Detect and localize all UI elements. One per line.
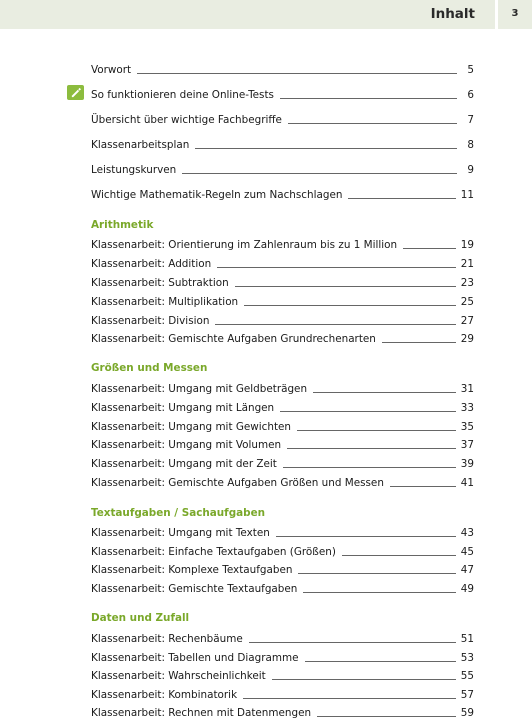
toc-entry-label: Klassenarbeit: Tabellen und Diagramme — [91, 652, 299, 664]
toc-entry-vorwort[interactable] — [91, 61, 474, 77]
toc-entry-page: 53 — [460, 652, 474, 664]
toc-entry[interactable] — [91, 704, 474, 720]
toc-entry[interactable] — [91, 330, 474, 346]
toc-entry-page: 41 — [460, 477, 474, 489]
section-title-daten: Daten und Zufall — [91, 612, 190, 624]
toc-entry-page: 11 — [460, 189, 474, 201]
toc-entry-page: 33 — [460, 402, 474, 414]
dot-leader — [297, 430, 456, 431]
toc-entry[interactable] — [91, 474, 474, 490]
toc-entry-label: Klassenarbeit: Multiplikation — [91, 296, 239, 308]
toc-entry-label: Klassenarbeit: Gemischte Textaufgaben — [91, 583, 298, 595]
toc-entry-label: Klassenarbeit: Addition — [91, 258, 212, 270]
toc-entry[interactable] — [91, 436, 474, 452]
toc-entry-page: 9 — [467, 164, 474, 176]
toc-entry-page: 57 — [460, 689, 474, 701]
toc-entry-label: Übersicht über wichtige Fachbegriffe — [91, 114, 282, 126]
toc-entry-label: Klassenarbeit: Umgang mit Gewichten — [91, 421, 292, 433]
toc-entry-page: 39 — [460, 458, 474, 470]
pencil-icon — [67, 85, 84, 100]
toc-entry-page: 43 — [460, 527, 474, 539]
dot-leader — [280, 98, 457, 99]
toc-entry[interactable] — [91, 524, 474, 540]
toc-entry-label: Klassenarbeitsplan — [91, 139, 190, 151]
toc-entry[interactable] — [91, 274, 474, 290]
toc-entry-label: Wichtige Mathematik-Regeln zum Nachschlagen — [91, 189, 343, 201]
toc-entry[interactable] — [91, 561, 474, 577]
toc-entry[interactable] — [91, 399, 474, 415]
toc-entry[interactable] — [91, 312, 474, 328]
page-number: 3 — [511, 8, 519, 19]
toc-entry[interactable] — [91, 293, 474, 309]
toc-entry-label: Klassenarbeit: Umgang mit der Zeit — [91, 458, 277, 470]
toc-entry[interactable] — [91, 649, 474, 665]
toc-entry-label: Klassenarbeit: Kombinatorik — [91, 689, 238, 701]
toc-entry[interactable] — [91, 455, 474, 471]
toc-entry-klassenarbeitsplan[interactable] — [91, 136, 474, 152]
toc-entry-label: Klassenarbeit: Gemischte Aufgaben Grundrechenarten — [91, 333, 376, 345]
toc-entry[interactable] — [91, 580, 474, 596]
dot-leader — [280, 411, 456, 412]
dot-leader — [317, 716, 456, 717]
toc-entry-label: Leistungskurven — [91, 164, 177, 176]
toc-entry[interactable] — [91, 255, 474, 271]
dot-leader — [283, 467, 456, 468]
page-title: Inhalt — [430, 6, 475, 22]
toc-entry[interactable] — [91, 543, 474, 559]
toc-entry-page: 59 — [460, 707, 474, 719]
toc-entry-page: 8 — [467, 139, 474, 151]
toc-entry-online-tests[interactable] — [91, 86, 474, 102]
toc-entry-page: 7 — [467, 114, 474, 126]
dot-leader — [243, 698, 456, 699]
toc-entry-label: Klassenarbeit: Orientierung im Zahlenraum bis zu 1 Million — [91, 239, 398, 251]
toc-entry[interactable] — [91, 630, 474, 646]
toc-entry-label: Klassenarbeit: Einfache Textaufgaben (Größen) — [91, 546, 336, 558]
toc-entry-label: Klassenarbeit: Subtraktion — [91, 277, 229, 289]
toc-entry[interactable] — [91, 236, 474, 252]
dot-leader — [348, 198, 455, 199]
dot-leader — [313, 392, 456, 393]
toc-entry[interactable] — [91, 667, 474, 683]
toc-entry[interactable] — [91, 418, 474, 434]
toc-entry-leistungskurven[interactable] — [91, 161, 474, 177]
dot-leader — [403, 248, 456, 249]
toc-entry-label: Klassenarbeit: Rechenbäume — [91, 633, 243, 645]
toc-entry-page: 49 — [460, 583, 474, 595]
dot-leader — [288, 123, 457, 124]
dot-leader — [298, 573, 455, 574]
dot-leader — [272, 679, 456, 680]
toc-entry-page: 23 — [460, 277, 474, 289]
toc-entry-page: 21 — [460, 258, 474, 270]
dot-leader — [276, 536, 456, 537]
dot-leader — [382, 342, 456, 343]
dot-leader — [287, 448, 456, 449]
toc-entry-page: 35 — [460, 421, 474, 433]
toc-entry-label: Klassenarbeit: Rechnen mit Datenmengen — [91, 707, 312, 719]
toc-entry-label: Klassenarbeit: Umgang mit Geldbeträgen — [91, 383, 308, 395]
toc-entry[interactable] — [91, 686, 474, 702]
toc-entry-page: 27 — [460, 315, 474, 327]
toc-entry-label: Vorwort — [91, 64, 132, 76]
toc-entry-page: 31 — [460, 383, 474, 395]
toc-entry-fachbegriffe[interactable] — [91, 111, 474, 127]
section-title-arithmetik: Arithmetik — [91, 219, 154, 231]
dot-leader — [390, 486, 456, 487]
toc-entry-label: Klassenarbeit: Umgang mit Texten — [91, 527, 270, 539]
dot-leader — [182, 173, 457, 174]
section-title-textaufgaben: Textaufgaben / Sachaufgaben — [91, 507, 266, 519]
section-title-groessen: Größen und Messen — [91, 362, 208, 374]
dot-leader — [217, 267, 456, 268]
dot-leader — [342, 555, 456, 556]
toc-entry-page: 5 — [467, 64, 474, 76]
toc-entry-page: 29 — [460, 333, 474, 345]
toc-entry-page: 45 — [460, 546, 474, 558]
toc-entry-page: 6 — [467, 89, 474, 101]
header-divider — [495, 0, 498, 29]
dot-leader — [195, 148, 457, 149]
dot-leader — [249, 642, 456, 643]
dot-leader — [244, 305, 456, 306]
dot-leader — [305, 661, 456, 662]
toc-entry-label: Klassenarbeit: Komplexe Textaufgaben — [91, 564, 293, 576]
toc-entry-page: 37 — [460, 439, 474, 451]
toc-entry-page: 51 — [460, 633, 474, 645]
toc-entry-page: 19 — [460, 239, 474, 251]
dot-leader — [137, 73, 457, 74]
toc-entry-page: 25 — [460, 296, 474, 308]
toc-entry[interactable] — [91, 380, 474, 396]
toc-entry-regeln[interactable] — [91, 186, 474, 202]
toc-entry-label: Klassenarbeit: Wahrscheinlichkeit — [91, 670, 266, 682]
toc-entry-label: Klassenarbeit: Gemischte Aufgaben Größen und Messen — [91, 477, 384, 489]
toc-entry-page: 47 — [460, 564, 474, 576]
toc-entry-label: Klassenarbeit: Division — [91, 315, 210, 327]
toc-entry-label: Klassenarbeit: Umgang mit Volumen — [91, 439, 282, 451]
dot-leader — [235, 286, 456, 287]
dot-leader — [303, 592, 455, 593]
dot-leader — [215, 324, 455, 325]
toc-entry-label: Klassenarbeit: Umgang mit Längen — [91, 402, 275, 414]
toc-entry-label: So funktionieren deine Online-Tests — [91, 89, 274, 101]
toc-entry-page: 55 — [460, 670, 474, 682]
